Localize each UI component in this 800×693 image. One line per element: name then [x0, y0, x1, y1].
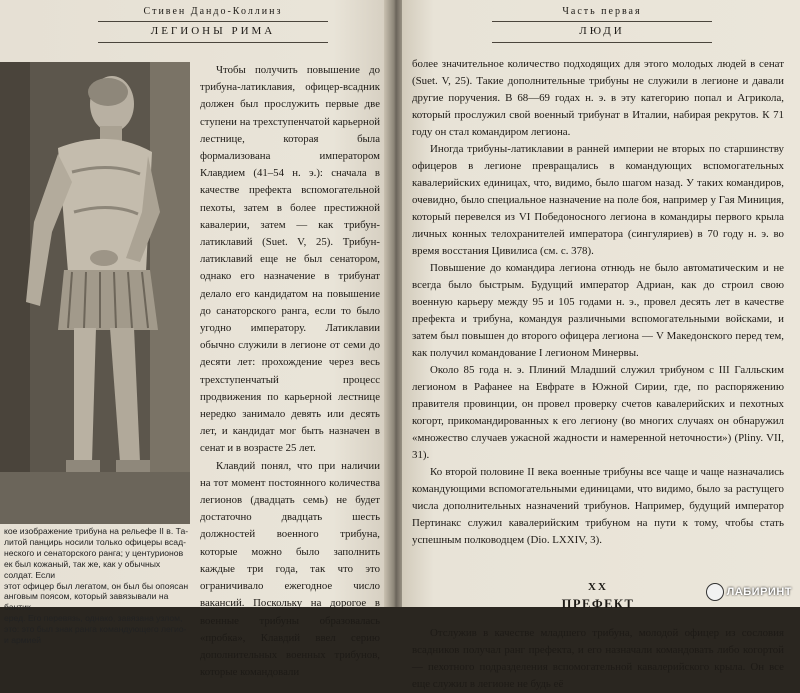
header-rule [98, 21, 328, 22]
body-paragraph: Клавдий понял, что при наличии на тот момент постоянного количества легионов (двадцать семь) не будет достаточно двадцать шесть должностей военного трибуна, которые можно было заполнить каждые три года, так что это ограничивало ежегодное число вакансий. Поскольку на дорогое в военные трибуны образовалась «пробка», Клавдий ввел серию дополнительных военных трибунов, которые командовали [200, 459, 380, 679]
running-head-section-title: ЛЮДИ [579, 25, 625, 37]
caption-line: неского и сенаторского ранга; у центурионов [4, 547, 184, 558]
caption-line: ек был кожаный, так же, как у обычных солдат. Если [4, 558, 161, 580]
figure-caption [4, 526, 190, 646]
caption-line: литой панцирь носили только офицеры всад- [4, 536, 186, 547]
body-paragraph: Чтобы получить повышение до трибуна-латиклавия, офицер-всадник должен был прослужить первые две ступени на трехступенчатой карьерной лестнице, которая была формализована императором Клавдием (41–54 н. э.): сначала в качестве префекта вспомогательной пехоты, затем в более престижной кавалерии, затем — как трибун-латиклавий (Suet. V, 25). Трибун-латиклавий еще не был сенатором, однако его назначение в трибунат делало его кандидатом на повышение до санаторского ранга, если то было угодно императору. Латиклавии обычно служили в легионе от семи до десяти лет: прохождение через весь трехступенчатый процесс продвижения по карьерной лестнице нередко занимало девять или десять лет, и кандидат мог быть назначен в сенат и в возрасте 25 лет. [200, 64, 380, 455]
header-rule-bottom [492, 42, 712, 43]
tribune-relief-illustration [0, 62, 190, 524]
left-page [0, 0, 392, 679]
caption-line: кое изображение трибуна на рельефе II в. Та- [4, 526, 189, 536]
caption-line: и армией [4, 635, 42, 646]
caption-line: это: это был знак ранга командующего легио- [4, 624, 187, 635]
right-page [402, 0, 800, 690]
header-rule-bottom [98, 42, 328, 43]
left-text-column [200, 62, 380, 681]
watermark-text: ЛАБИРИНТ [726, 585, 792, 598]
running-head-part: Часть первая [562, 6, 642, 17]
caption-line: этот офицер был легатом, он был бы опоясан [4, 580, 189, 591]
running-head-book-title: ЛЕГИОНЫ РИМА [150, 25, 276, 37]
body-paragraph: Ко второй половине II века военные трибуны все чаще и чаще назначались командующими вспомогательными единицами, что видимо, было за растущего числа дополнительных назначений трибунов. Например, будущий император Пертинакс служил кавалерийским трибуном на пути к тому, чтобы стать успешным полководцем (Dio. LXXIV, 3). [412, 466, 784, 546]
body-paragraph: более значительное количество подходящих для этого молодых людей в сенат (Suet. V, 25). Такие дополнительные трибуны не служили в легионе и давали другие поручения. В 68—69 годах н. э. в эту категорию попал и Агрикола, который прослужил свой военный трибунат в Италии, набирая рекрутов. К 71 году он стал командиром легиона. [412, 58, 784, 138]
labyrinth-logo-icon [706, 583, 724, 601]
site-watermark [706, 583, 792, 601]
body-paragraph: Иногда трибуны-латиклавии в ранней империи не вторых по старшинству офицеров в легионе превращались в командующих вспомогательных кавалерийских единицах, что, видимо, было шагом назад. У таких командиров, очевидно, было специальное назначение на поле боя, например у Гая Миниция, который перевелся из VI Победоносного легиона в командиры первого крыла личных конных телохранителей императора (сингуляриев) в 70 году н. э. во время восстания Цивилиса (см. с. 378). [412, 143, 784, 257]
section-heading: ПРЕФЕКТ [561, 597, 635, 611]
relief-photo [0, 62, 190, 524]
caption-line: еред. Его перевязь, однако, завязана узлом, [4, 613, 183, 624]
body-paragraph: Повышение до командира легиона отнюдь не было автоматическим и не всегда было быстрым. Будущий император Адриан, как до строил свою военную карьеру между 95 и 105 годами н. э., провел десять лет в качестве префекта и трибуна, командуя различными вспомогательными войсками, и затем был повышен до второго офицера легиона — V Македонского перед тем, как получил командование I легионом Минервы. [412, 262, 784, 359]
caption-line: анговым поясом, который завязывали на бантик [4, 591, 169, 613]
running-head-author: Стивен Дандо-Коллинз [143, 6, 283, 17]
body-paragraph: Отслужив в качестве младшего трибуна, молодой офицер из сословия всадников получал ранг префекта, и его назначали командовать либо когортой — пехотного подразделения вспомогательной кавалерийского крыла. Он все еще служил в легионе не будь её [412, 627, 784, 690]
section-number: XX [588, 581, 608, 593]
body-paragraph: Около 85 года н. э. Плиний Младший служил трибуном с III Галльским легионом в Рафанее на Евфрате в Южной Сирии, где, по распоряжению правителя провинции, он провел проверку счетов кавалерийских и пехотных когорт, прикомандированных к его легиону (во многих случаях он обнаружил «множество случаев ужасной жадности и намеренной неточности») (Pliny. VII, 31). [412, 364, 784, 461]
header-rule [492, 21, 712, 22]
